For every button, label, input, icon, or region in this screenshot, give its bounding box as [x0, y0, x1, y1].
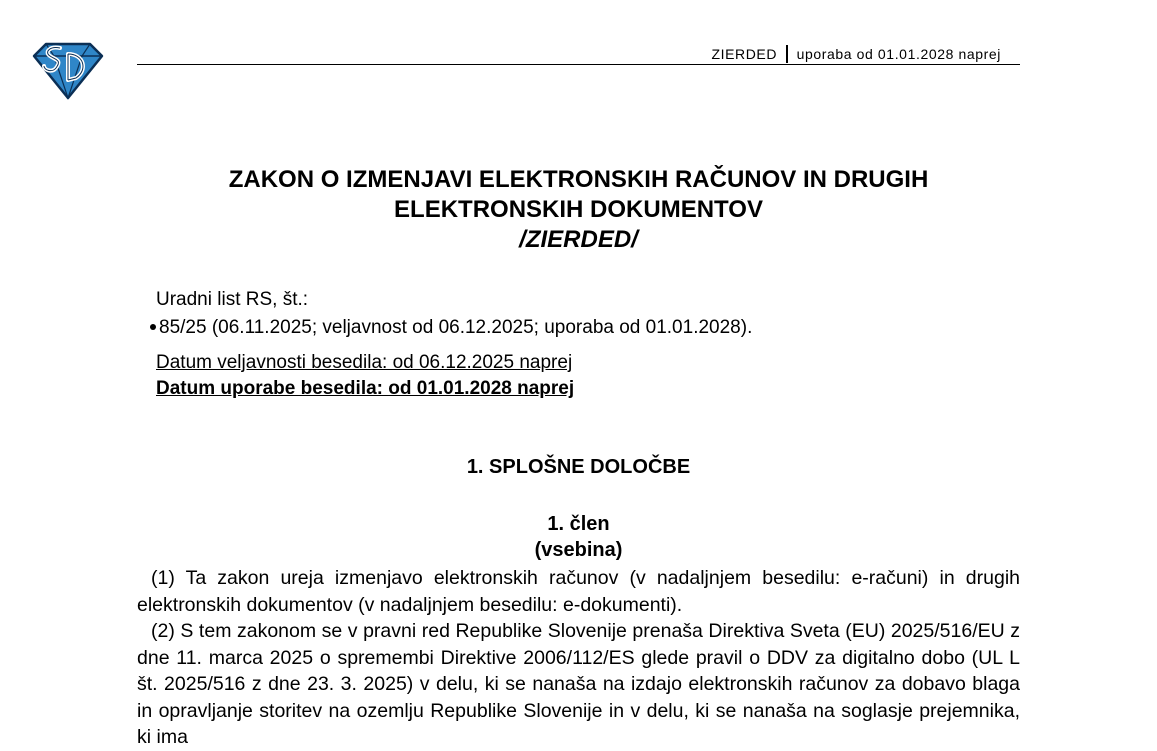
- text-dates-block: [156, 350, 574, 402]
- article-number: 1. člen: [547, 513, 610, 535]
- title-line-2: ELEKTRONSKIH DOKUMENTOV: [394, 196, 763, 223]
- title-abbreviation: /ZIERDED/: [519, 226, 638, 253]
- article-heading: [137, 511, 1020, 563]
- diamond-logo-icon: [30, 40, 104, 100]
- validity-date: Datum veljavnosti besedila: od 06.12.2025 naprej: [156, 352, 573, 373]
- bullet-icon: [150, 324, 156, 330]
- gazette-entry-row: [150, 314, 752, 342]
- publisher-logo: [30, 40, 104, 100]
- gazette-entry: 85/25 (06.11.2025; veljavnost od 06.12.2025; uporaba od 01.01.2028).: [159, 317, 753, 338]
- header-abbreviation: ZIERDED: [711, 46, 778, 62]
- header-applicability: uporaba od 01.01.2028 naprej: [796, 46, 1001, 62]
- article-paragraph: (2) S tem zakonom se v pravni red Republike Slovenije prenaša Direktiva Sveta (EU) 2025/516/EU z dne 11. marca 2025 o spremembi Direktive 2006/112/ES glede pravil o DDV za digitalno dobo (UL L št. 2025/516 z dne 23. 3. 2025) v delu, ki se nanaša na izdajo elektronskih računov za dobavo blaga in opravljanje storitev na ozemlju Republike Slovenije in v delu, ki se nanaša na soglasje prejemnika, ki ima: [137, 620, 1020, 748]
- article-paragraph: (1) Ta zakon ureja izmenjavo elektronskih računov (v nadaljnjem besedilu: e-računi) in drugih elektronskih dokumentov (v nadaljnjem besedilu: e-dokumenti).: [137, 567, 1020, 616]
- header-rule: [137, 64, 1020, 65]
- running-header: [711, 45, 1001, 63]
- application-date: Datum uporabe besedila: od 01.01.2028 naprej: [156, 378, 575, 399]
- header-separator: [786, 45, 788, 63]
- gazette-label: Uradni list RS, št.:: [156, 289, 309, 310]
- section-heading: 1. SPLOŠNE DOLOČBE: [466, 456, 691, 478]
- law-title: [137, 165, 1020, 255]
- article-subject: (vsebina): [534, 539, 623, 561]
- official-gazette-block: [156, 286, 758, 342]
- article-body: [137, 565, 1020, 751]
- title-line-1: ZAKON O IZMENJAVI ELEKTRONSKIH RAČUNOV IN DRUGIH: [228, 166, 929, 193]
